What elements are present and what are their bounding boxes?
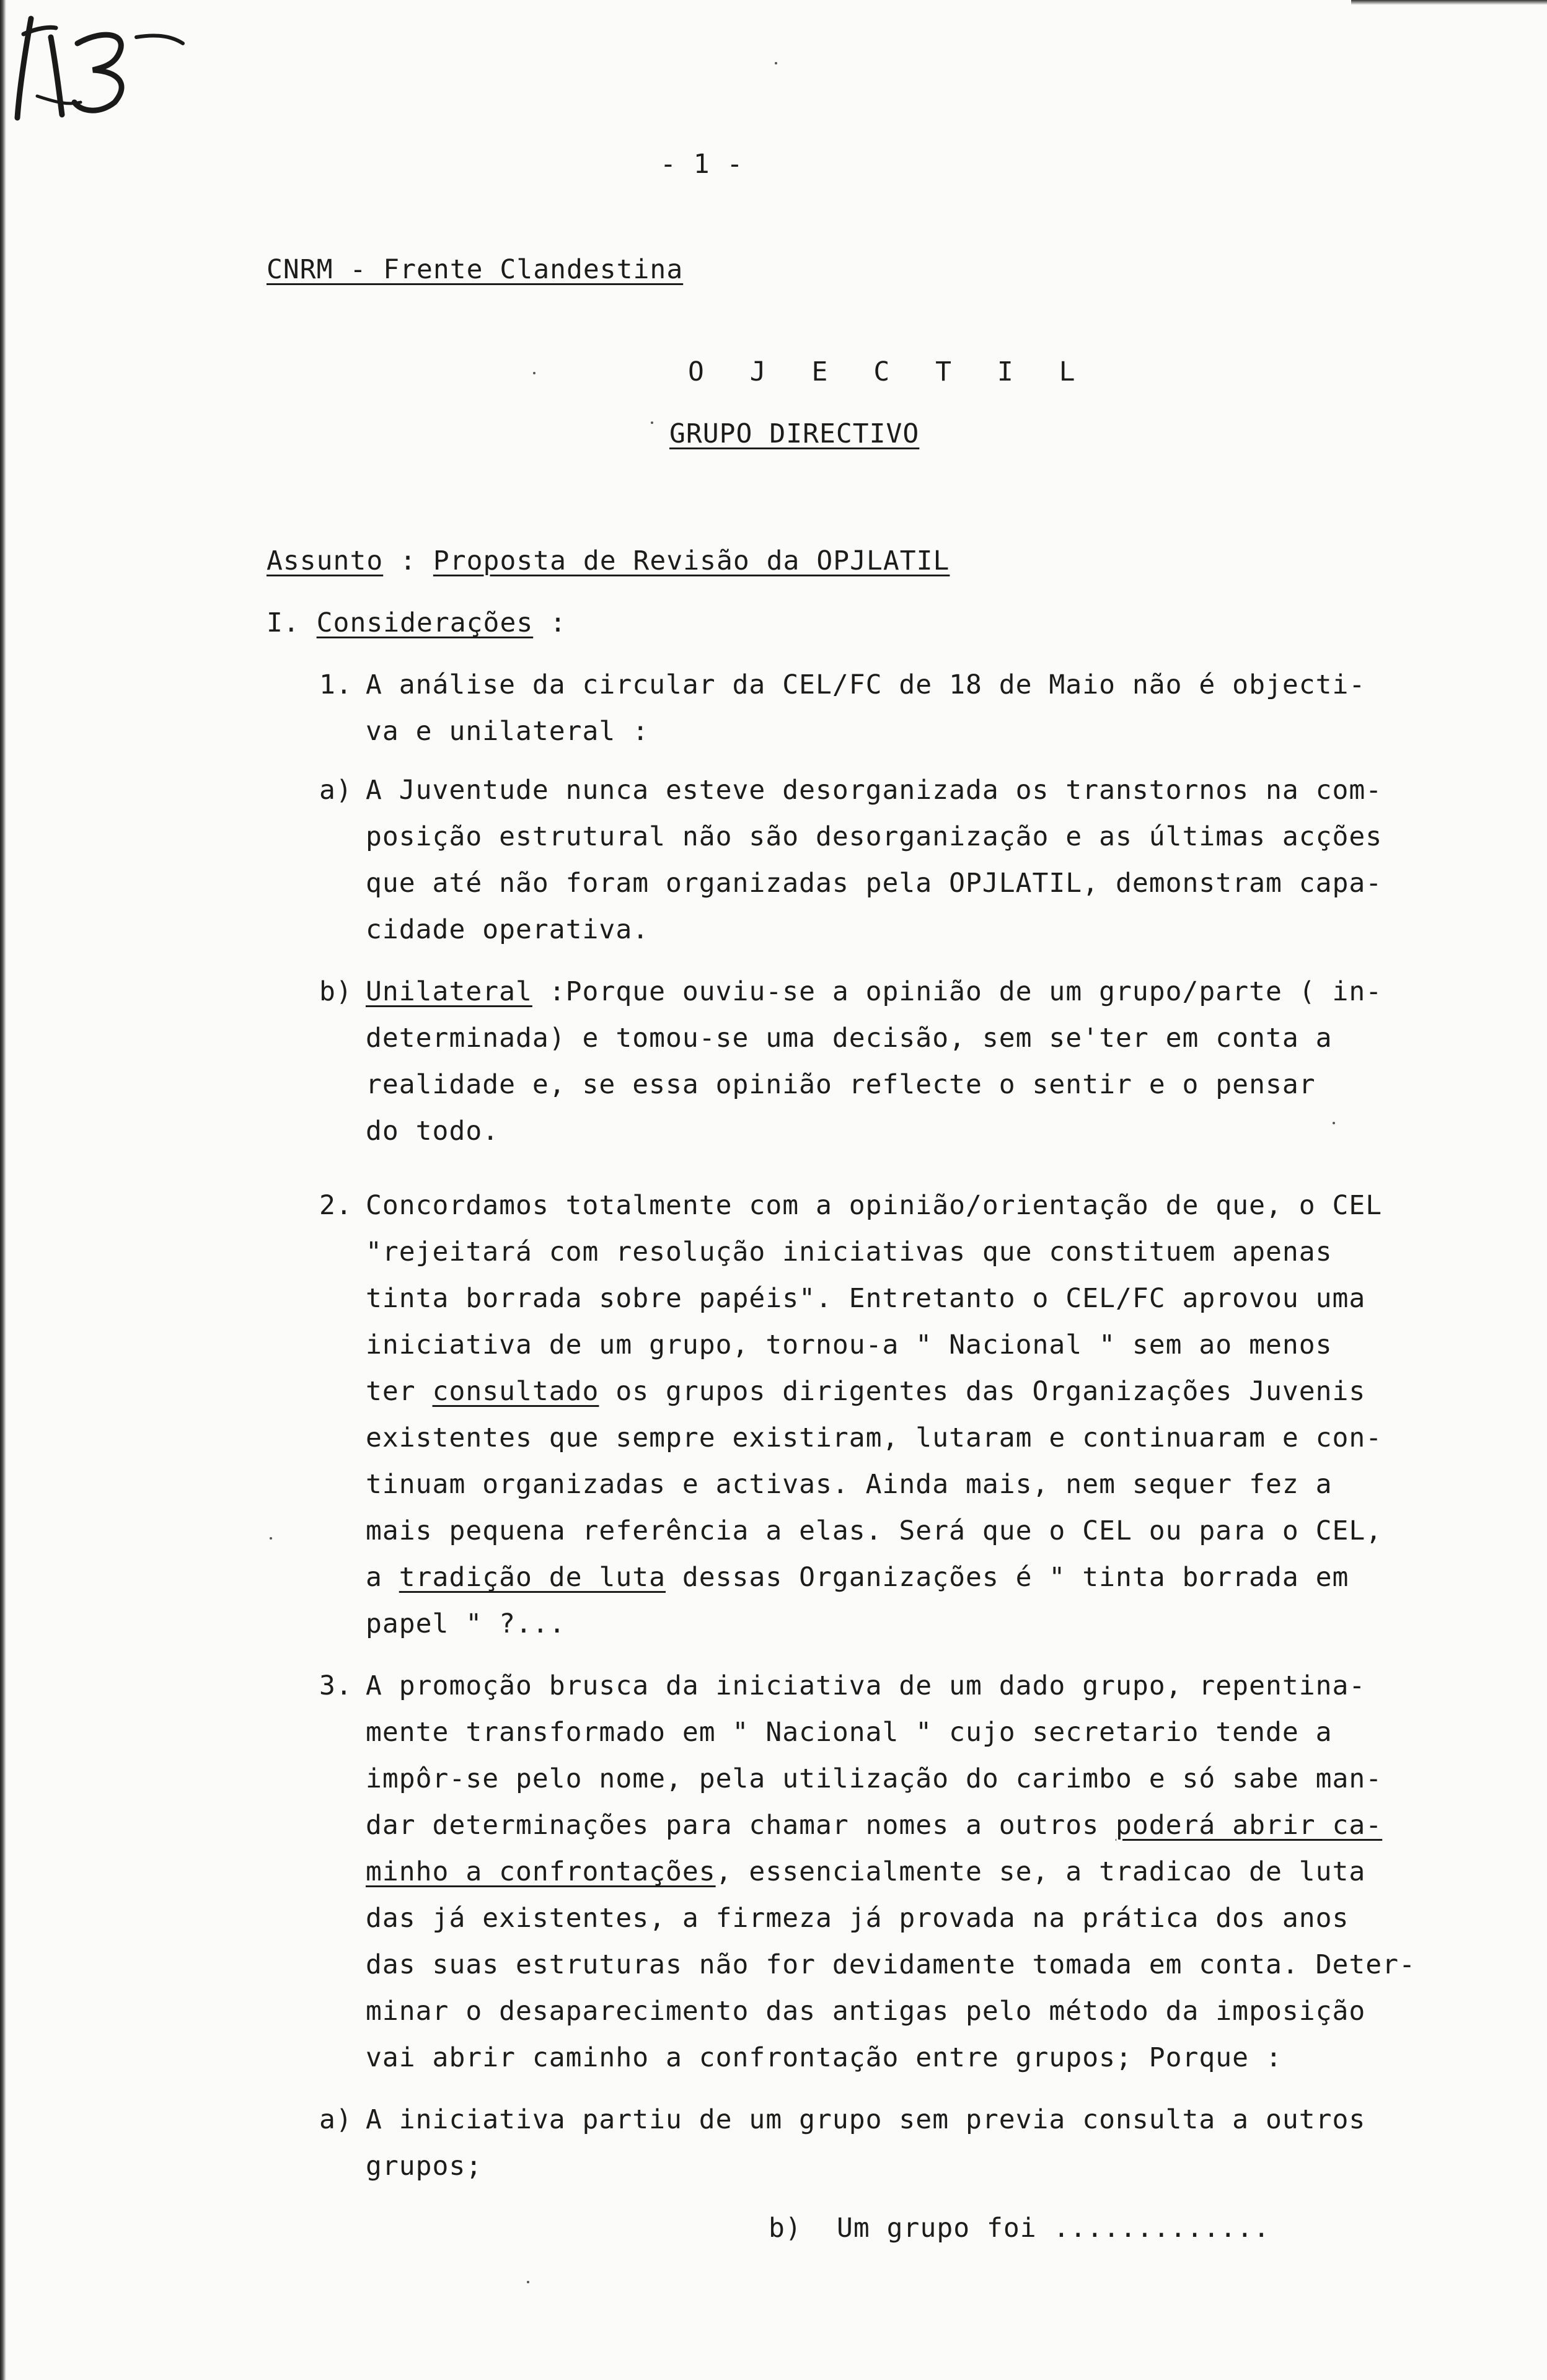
item2-line5-underlined: consultado — [432, 1376, 599, 1407]
section-number: I. — [267, 607, 300, 638]
paragraph-line: papel " ?... — [366, 1608, 566, 1639]
section-colon: : — [550, 607, 566, 638]
paragraph-line — [366, 1562, 1349, 1593]
paragraph-line: iniciativa de um grupo, tornou-a " Nacional " sem ao menos — [366, 1329, 1333, 1360]
paragraph-line — [366, 1856, 1365, 1887]
paragraph-line: determinada) e tomou-se uma decisão, sem se'ter em conta a — [366, 1023, 1333, 1054]
scan-speck — [527, 2281, 529, 2283]
item2-line5-pre: ter — [366, 1376, 416, 1407]
item2-line9-underlined: tradição de luta — [399, 1562, 666, 1593]
paragraph-line: A Juventude nunca esteve desorganizada os transtornos na com- — [366, 775, 1383, 806]
paragraph-line: vai abrir caminho a confrontação entre grupos; Porque : — [366, 2042, 1282, 2073]
item1b-line1-rest: :Porque ouviu-se a opinião de um grupo/parte ( in- — [549, 976, 1383, 1007]
item3-number: 3. — [319, 1670, 353, 1701]
item2-number: 2. — [319, 1190, 353, 1221]
scan-speck — [651, 421, 653, 424]
paragraph-line: "rejeitará com resolução iniciativas que constituem apenas — [366, 1236, 1333, 1267]
org-title: O J E C T I L — [688, 356, 1090, 387]
scan-speck — [533, 372, 536, 374]
paragraph-line: A análise da circular da CEL/FC de 18 de Maio não é objecti- — [366, 669, 1366, 700]
scan-speck — [1333, 1122, 1335, 1124]
paragraph-line: mais pequena referência a elas. Será que o CEL ou para o CEL, — [366, 1515, 1383, 1546]
subject-text: Proposta de Revisão da OPJLATIL — [433, 545, 950, 576]
paragraph-line: mente transformado em " Nacional " cujo secretario tende a — [366, 1717, 1333, 1748]
item3b-marker: b) — [769, 2213, 802, 2244]
scan-left-edge — [0, 0, 6, 2380]
paragraph-line: cidade operativa. — [366, 914, 650, 945]
item1b-marker: b) — [319, 976, 353, 1007]
paragraph-line: realidade e, se essa opinião reflecte o sentir e o pensar — [366, 1069, 1316, 1100]
page-number: - 1 - — [660, 149, 744, 180]
paragraph-line: existentes que sempre existiram, lutaram e continuaram e con- — [366, 1422, 1383, 1453]
item3-line5-underlined: minho a confrontações — [366, 1856, 716, 1887]
item3b-text: Um grupo foi ............. — [837, 2213, 1271, 2244]
section-title: Considerações — [316, 607, 534, 638]
subject-line — [267, 545, 950, 576]
item2-line9-post: dessas Organizações é " tinta borrada em — [682, 1562, 1349, 1593]
item3-line4-pre: dar determinações para chamar nomes a outros — [366, 1810, 1100, 1841]
paragraph-line: posição estrutural não são desorganização e as últimas acções — [366, 821, 1383, 852]
item3-line4-underlined: poderá abrir ca- — [1115, 1810, 1383, 1841]
subject-separator: : — [400, 545, 416, 576]
paragraph-line: das já existentes, a firmeza já provada na prática dos anos — [366, 1903, 1349, 1934]
item3-line5-post: , essencialmente se, a tradicao de luta — [715, 1856, 1366, 1887]
item1-number: 1. — [319, 669, 353, 700]
subject-label: Assunto — [267, 545, 384, 576]
item1b-lead: Unilateral — [366, 976, 532, 1007]
item2-line5-post: os grupos dirigentes das Organizações Juvenis — [615, 1376, 1366, 1407]
section-heading — [267, 607, 566, 638]
paragraph-line — [366, 1810, 1382, 1841]
scan-speck — [775, 62, 777, 64]
paragraph-line: minar o desaparecimento das antigas pelo método da imposição — [366, 1996, 1366, 2027]
item1a-marker: a) — [319, 775, 353, 806]
paragraph-line: do todo. — [366, 1116, 500, 1147]
paragraph-line: que até não foram organizadas pela OPJLATIL, demonstram capa- — [366, 868, 1383, 899]
paragraph-line — [366, 1376, 1365, 1407]
paragraph-line: va e unilateral : — [366, 716, 650, 747]
paragraph-line: tinuam organizadas e activas. Ainda mais, nem sequer fez a — [366, 1469, 1333, 1500]
paragraph-line: A promoção brusca da iniciativa de um dado grupo, repentina- — [366, 1670, 1366, 1701]
paragraph-line: Concordamos totalmente com a opinião/orientação de que, o CEL — [366, 1190, 1383, 1221]
scan-speck — [270, 1537, 272, 1540]
org-subtitle: GRUPO DIRECTIVO — [669, 418, 920, 449]
paragraph-line: das suas estruturas não for devidamente tomada em conta. Deter- — [366, 1949, 1416, 1980]
item2-line9-pre: a — [366, 1562, 382, 1593]
paragraph-line: impôr-se pelo nome, pela utilização do carimbo e só sabe man- — [366, 1763, 1383, 1794]
item3a-marker: a) — [319, 2104, 353, 2135]
paragraph-line: grupos; — [366, 2151, 483, 2182]
scan-top-edge — [1351, 0, 1547, 5]
paragraph-line: A iniciativa partiu de um grupo sem previa consulta a outros — [366, 2104, 1366, 2135]
org-header: CNRM - Frente Clandestina — [267, 254, 684, 285]
handwritten-mark — [12, 9, 198, 127]
paragraph-line — [366, 976, 1382, 1007]
paragraph-line: tinta borrada sobre papéis". Entretanto o CEL/FC aprovou uma — [366, 1283, 1366, 1314]
